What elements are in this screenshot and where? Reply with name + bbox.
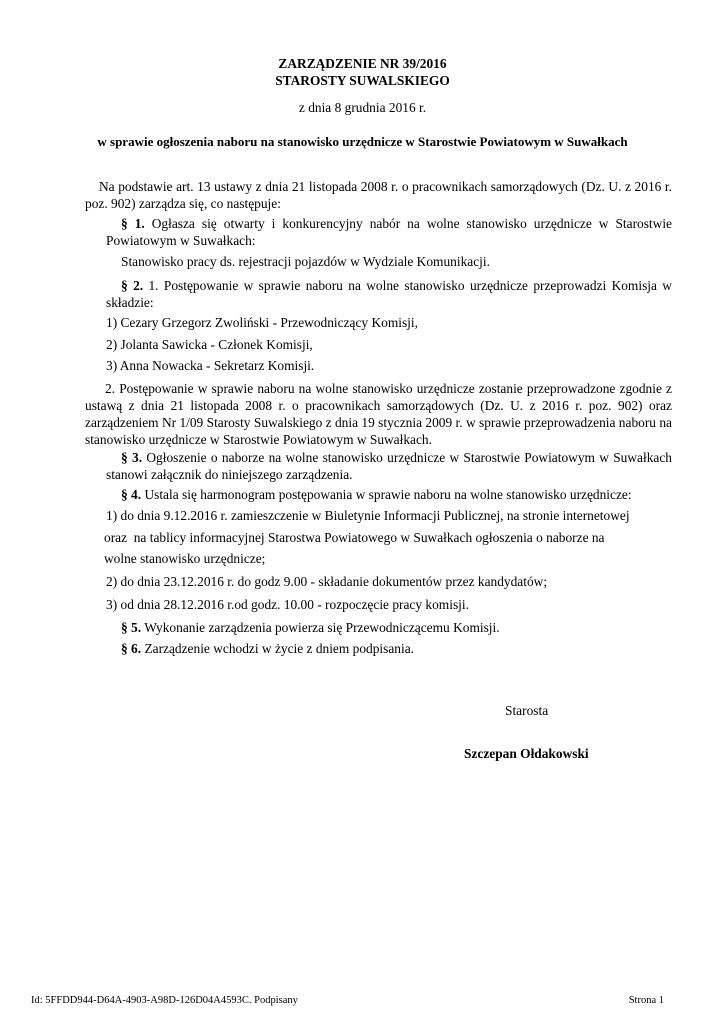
signature-role: Starosta bbox=[505, 703, 549, 718]
document-date: z dnia 8 grudnia 2016 r. bbox=[298, 100, 427, 115]
section-3-mark: § 3. bbox=[121, 450, 143, 465]
section-1-text: Ogłasza się otwarty i konkurencyjny nabór na wolne stanowisko urzędnicze w Starostwie Powiatowym w Suwałkach: bbox=[106, 216, 672, 249]
section-6-text: Zarządzenie wchodzi w życie z dniem podpisania. bbox=[144, 641, 415, 656]
document-title bbox=[0, 55, 725, 89]
committee-member-2: 2) Jolanta Sawicka - Członek Komisji, bbox=[106, 337, 313, 352]
section-1-mark: § 1. bbox=[121, 216, 145, 231]
section-6-mark: § 6. bbox=[121, 641, 142, 656]
section-2-text: 1. Postępowanie w sprawie naboru na wolne stanowisko urzędnicze przeprowadzi Komisja w składzie: bbox=[106, 278, 672, 311]
footer-page-number: Strona 1 bbox=[628, 995, 664, 1006]
schedule-item-3: 3) od dnia 28.12.2016 r.od godz. 10.00 - rozpoczęcie pracy komisji. bbox=[106, 597, 469, 612]
schedule-item-1-line-1: 1) do dnia 9.12.2016 r. zamieszczenie w Biuletynie Informacji Publicznej, na stronie internetowej bbox=[106, 508, 630, 523]
section-5-text: Wykonanie zarządzenia powierza się Przewodniczącemu Komisji. bbox=[144, 620, 500, 635]
committee-member-1: 1) Cezary Grzegorz Zwoliński - Przewodniczący Komisji, bbox=[106, 315, 418, 330]
signature-name: Szczepan Ołdakowski bbox=[464, 746, 589, 761]
document-subject: w sprawie ogłoszenia naboru na stanowisko urzędnicze w Starostwie Powiatowym w Suwałkach bbox=[97, 134, 628, 149]
section-4 bbox=[121, 486, 632, 503]
section-5 bbox=[121, 619, 500, 636]
section-1-position: Stanowisko pracy ds. rejestracji pojazdów w Wydziale Komunikacji. bbox=[121, 254, 490, 269]
footer-document-id: Id: 5FFDD944-D64A-4903-A98D-126D04A4593C. Podpisany bbox=[31, 995, 298, 1006]
section-5-mark: § 5. bbox=[121, 620, 142, 635]
section-1 bbox=[106, 215, 672, 249]
section-6 bbox=[121, 640, 414, 657]
section-2 bbox=[106, 277, 672, 311]
section-3-text: Ogłoszenie o naborze na wolne stanowisko urzędnicze w Starostwie Powiatowym w Suwałkach stanowi załącznik do niniejszego zarządzenia. bbox=[106, 450, 672, 483]
preamble: Na podstawie art. 13 ustawy z dnia 21 listopada 2008 r. o pracownikach samorządowych (Dz. U. z 2016 r. poz. 902) zarządza się, co następuje: bbox=[85, 179, 672, 212]
section-2-mark: § 2. bbox=[121, 278, 144, 293]
schedule-item-1-line-3: wolne stanowisko urzędnicze; bbox=[104, 551, 266, 566]
section-4-mark: § 4. bbox=[121, 487, 142, 502]
schedule-item-2: 2) do dnia 23.12.2016 r. do godz 9.00 - składanie dokumentów przez kandydatów; bbox=[106, 574, 548, 589]
section-2-point-2: 2. Postępowanie w sprawie naboru na wolne stanowisko urzędnicze zostanie przeprowadzone zgodnie z ustawą z dnia 21 listopada 2008 r. o pracownikach samorządowych (Dz. U. z 2016 r. poz. 902) oraz zarządzeniem Nr 1/09 Starosty Suwalskiego z dnia 19 stycznia 2009 r. w sprawie przeprowadzenia naboru na stanowisko urzędnicze w Starostwie Powiatowym w Suwałkach. bbox=[85, 381, 672, 448]
schedule-item-1-line-2: oraz na tablicy informacyjnej Starostwa Powiatowego w Suwałkach ogłoszenia o naborze na bbox=[104, 530, 605, 545]
committee-member-3: 3) Anna Nowacka - Sekretarz Komisji. bbox=[106, 358, 315, 373]
title-line-2: STAROSTY SUWALSKIEGO bbox=[275, 73, 450, 89]
section-3 bbox=[106, 449, 672, 483]
title-line-1: ZARZĄDZENIE NR 39/2016 bbox=[278, 56, 447, 71]
section-4-text: Ustala się harmonogram postępowania w sprawie naboru na wolne stanowisko urzędnicze: bbox=[144, 487, 632, 502]
